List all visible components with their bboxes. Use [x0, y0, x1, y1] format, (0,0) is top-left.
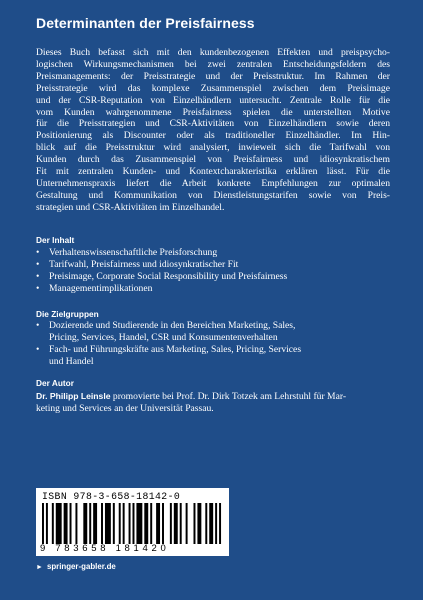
barcode-bar — [174, 503, 178, 544]
barcode-bar — [150, 503, 152, 544]
barcode-bar — [205, 503, 207, 544]
barcode-bar — [56, 503, 62, 544]
contents-list — [36, 247, 390, 295]
list-item: • Verhaltenswissenschaftliche Preisforschung — [36, 247, 218, 258]
barcode-bar — [156, 503, 160, 544]
description-line: und der CSR-Reputation von Einzelhändlern untersucht. Zentrale Rolle für die — [36, 94, 390, 106]
description-line: Unternehmenspraxis liefert die Arbeit konkrete Empfehlungen zur optimalen — [36, 177, 390, 189]
list-item: • Fach- und Führungskräfte aus Marketing, Sales, Pricing, Services und Handel — [36, 343, 302, 367]
barcode-bar — [162, 503, 164, 544]
bullet-icon: • — [36, 343, 40, 355]
arrow-right-icon: ► — [36, 564, 43, 571]
barcode-bar — [83, 503, 87, 544]
list-item: • Dozierende und Studierende in den Bereichen Marketing, Sales, Pricing, Services, Handel, CSR und Konsumentenverhalten — [36, 320, 296, 343]
bullet-icon: • — [36, 320, 40, 331]
book-description — [36, 47, 390, 214]
bullet-icon: • — [36, 270, 40, 282]
barcode-bar — [133, 503, 135, 544]
description-line: vom Kunden wahrgenommene Preisfairness spielen die unterstellten Motive — [36, 106, 390, 118]
barcode-bar — [113, 503, 115, 544]
barcode-bar — [129, 503, 131, 544]
description-line: blick auf die Preisstruktur wird analysiert, inwieweit sich die Tarifwahl von — [36, 142, 390, 154]
description-line: Preisstrategie wird das komplexe Zusammenspiel zwischen dem Preisimage — [36, 82, 390, 94]
barcode-bar — [105, 503, 111, 544]
book-title: Determinanten der Preisfairness — [36, 15, 255, 31]
author-bio — [36, 391, 390, 415]
barcode-bar — [46, 503, 48, 544]
barcode-bar — [215, 503, 217, 544]
list-item: • Managementimplikationen — [36, 282, 153, 294]
description-line: strategien und CSR-Aktivitäten im Einzelhandel. — [36, 201, 225, 213]
bullet-icon: • — [36, 247, 40, 258]
author-bio-line: promovierte bei Prof. Dr. Dirk Totzek am Lehrstuhl für Mar- — [110, 391, 347, 402]
barcode-bar — [136, 503, 142, 544]
barcode-digits: 9 783658 181420 — [40, 543, 170, 554]
description-line: Kunden durch das Zusammenspiel von Preisfairness und idiosynkratischem — [36, 154, 390, 166]
list-item: • Preisimage, Corporate Social Responsibility und Preisfairness — [36, 270, 288, 282]
barcode-bar — [180, 503, 182, 544]
barcode-bar — [93, 503, 97, 544]
contents-heading: Der Inhalt — [36, 235, 75, 245]
author-name: Dr. Philipp Leinsle — [36, 391, 111, 401]
barcode-bar — [209, 503, 213, 544]
description-line: Preismanagements: der Preisstrategie und der Preisstruktur. Im Rahmen der — [36, 70, 390, 82]
description-line: Dieses Buch befasst sich mit den kundenbezogenen Effekten und preispsycho- — [36, 47, 390, 58]
barcode-bar — [197, 503, 201, 544]
barcode-bar — [101, 503, 103, 544]
barcode-bar — [144, 503, 148, 544]
bullet-icon: • — [36, 258, 40, 270]
barcode-bar — [219, 503, 221, 544]
barcode-bar — [42, 503, 44, 544]
barcode-bar — [186, 503, 188, 544]
description-line: für die Preisstrategien und CSR-Aktivitäten von Einzelhändlern sowie deren — [36, 118, 390, 130]
barcode-bar — [193, 503, 195, 544]
bullet-icon: • — [36, 282, 40, 294]
barcode-bar — [119, 503, 121, 544]
barcode-bar — [75, 503, 77, 544]
barcode-bar — [64, 503, 68, 544]
description-line: Positionierung als Discounter oder als traditioneller Einzelhändler. Im Hin- — [36, 130, 390, 142]
publisher-website — [36, 562, 116, 571]
barcode-bar — [170, 503, 172, 544]
barcode-bar — [89, 503, 91, 544]
description-line: logischen Wirkungsmechanismen bei zwei zentralen Entscheidungsfeldern des — [36, 58, 390, 70]
barcode-bar — [52, 503, 54, 544]
barcode-bar — [70, 503, 72, 544]
barcode-bar — [123, 503, 125, 544]
website-url: springer-gabler.de — [46, 562, 116, 571]
isbn-number: ISBN 978-3-658-18142-0 — [42, 491, 181, 502]
author-bio-line: keting und Services an der Universität Passau. — [36, 402, 214, 414]
barcode-bars — [42, 503, 223, 544]
description-line: Gestaltung und Kommunikation von Dienstleistungstarifen sowie von Preis- — [36, 189, 390, 201]
audience-list — [36, 320, 390, 368]
audience-heading: Die Zielgruppen — [36, 309, 99, 319]
list-item: • Tarifwahl, Preisfairness und idiosynkratischer Fit — [36, 258, 239, 270]
author-heading: Der Autor — [36, 378, 74, 388]
description-line: Fit mit zentralen Kunden- und Kontextcharakteristika erklären lässt. Für die — [36, 166, 390, 178]
isbn-barcode — [36, 488, 229, 556]
